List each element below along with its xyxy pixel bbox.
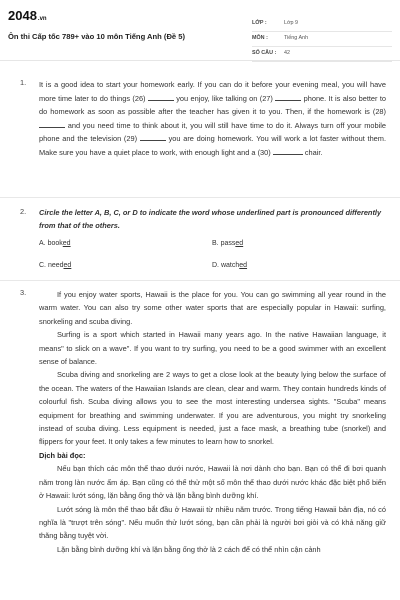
option-letter: B. (212, 240, 219, 247)
passage-paragraph: Scuba diving and snorkeling are 2 ways to get a close look at the beauty lying below the surface of the ocean. The waters of the Hawaiian Islands are clean, clear and warm. They contain hundreds kinds of colourful fish. Scuba diving allows you to see the most interesting undersea sights. "Scuba" means equipment for breathing and swimming underwater. If you are adventurous, you might try snorkeling instead of scuba diving. Less equipment is needed, just a face mask, a breathing tube (snorkel) and flippers for your feet. It only takes a few minutes to learn how to snorkel. (39, 370, 386, 447)
blank-30[interactable] (273, 147, 303, 155)
question-1 (0, 78, 400, 193)
option-letter: D. (212, 262, 219, 269)
option-word: passed (220, 240, 244, 247)
blank-28[interactable] (39, 120, 65, 128)
option-a[interactable] (39, 240, 71, 247)
question-text (39, 78, 386, 160)
meta-value: 42 (284, 50, 290, 56)
exam-meta (252, 17, 392, 62)
passage-text: phone. It is also better to do homework as soon as possible after the teacher has given it to you. Then, if the homework is (28) (39, 93, 387, 117)
passage-paragraph: Surfing is a sport which started in Hawaii many years ago. In the native Hawaiian language, it means" to slick on a wave". If you want to try surfing, you need to be a good swimmer with an excellent sense of balance. (39, 330, 386, 367)
exam-title: Ôn thi Cấp tốc 789+ vào 10 môn Tiếng Anh (Đề 5) (8, 32, 186, 41)
option-letter: C. (39, 262, 46, 269)
blank-26[interactable] (148, 93, 174, 101)
divider (0, 197, 400, 198)
passage-text: you are doing homework. You will work a lot faster without them. Make sure you have a quiet place to work, with enough light and a (30) (39, 134, 387, 157)
meta-row-subject (252, 32, 392, 47)
meta-label: SỐ CÂU : (252, 50, 277, 56)
page-header (0, 0, 400, 61)
meta-value: Lớp 9 (284, 20, 299, 26)
option-word: watched (220, 262, 248, 269)
logo-suffix: .vn (37, 16, 47, 22)
passage-paragraph: If you enjoy water sports, Hawaii is the place for you. You can go swimming all year round in the warm water. You can also try some other water sports that are especially popular in Hawaii: surfing, snorkeling and scuba diving. (39, 290, 386, 326)
option-d[interactable] (212, 262, 247, 269)
meta-label: LỚP : (252, 20, 267, 26)
option-c[interactable] (39, 262, 71, 269)
option-letter: A. (39, 240, 46, 247)
question-number: 3. (20, 288, 27, 297)
option-b[interactable] (212, 240, 243, 247)
question-3 (0, 288, 400, 600)
question-2 (0, 207, 400, 277)
passage-text: and you need time to think about it, you will still have time to do it. Always turn off your mobile phone and the television (29) (39, 120, 386, 144)
meta-label: MÔN : (252, 35, 268, 41)
logo-text: 2048 (8, 8, 37, 23)
reading-passage (39, 288, 386, 556)
meta-row-count (252, 47, 392, 62)
passage-text: It is a good idea to start your homework early. If you can do it before your evening meal, you will have more time later to do things (26) (39, 80, 386, 103)
translation-heading: Dịch bài đọc: (39, 450, 86, 460)
translation-paragraph: Nếu bạn thích các môn thể thao dưới nước, Hawaii là nơi dành cho bạn. Bạn có thể đi bơi quanh năm trong làn nước ấm áp. Bạn cũng có thể thử một số môn thể thao dưới nước khác đặc biệt phổ biến ở Hawaii: lướt sóng, lặn bằng ống thở và lặn bằng bình dưỡng khí. (39, 464, 386, 501)
passage-text: chair. (304, 147, 323, 157)
translation-paragraph: Lặn bằng bình dưỡng khí và lặn bằng ống thở là 2 cách để có thể nhìn cận cảnh (57, 544, 321, 554)
blank-29[interactable] (140, 133, 166, 141)
meta-row-class (252, 17, 392, 32)
question-number: 1. (20, 78, 27, 87)
question-number: 2. (20, 207, 27, 216)
site-logo[interactable] (8, 8, 47, 23)
option-word: needed (47, 262, 72, 269)
question-instruction: Circle the letter A, B, C, or D to indicate the word whose underlined part is pronounced differently from that of the others. (39, 208, 382, 230)
passage-text: you enjoy, like talking on (27) (176, 93, 273, 103)
blank-27[interactable] (275, 93, 301, 101)
translation-paragraph: Lướt sóng là môn thể thao bắt đầu ở Hawaii từ nhiều năm trước. Trong tiếng Hawaii bản địa, nó có nghĩa là "trượt trên sóng". Nếu muốn thử lướt sóng, bạn cần phải là người bơi giỏi và có khả năng giữ thăng bằng tuyệt vời. (39, 504, 386, 541)
meta-value: Tiếng Anh (284, 35, 309, 41)
divider (0, 280, 400, 281)
option-word: booked (47, 240, 71, 247)
